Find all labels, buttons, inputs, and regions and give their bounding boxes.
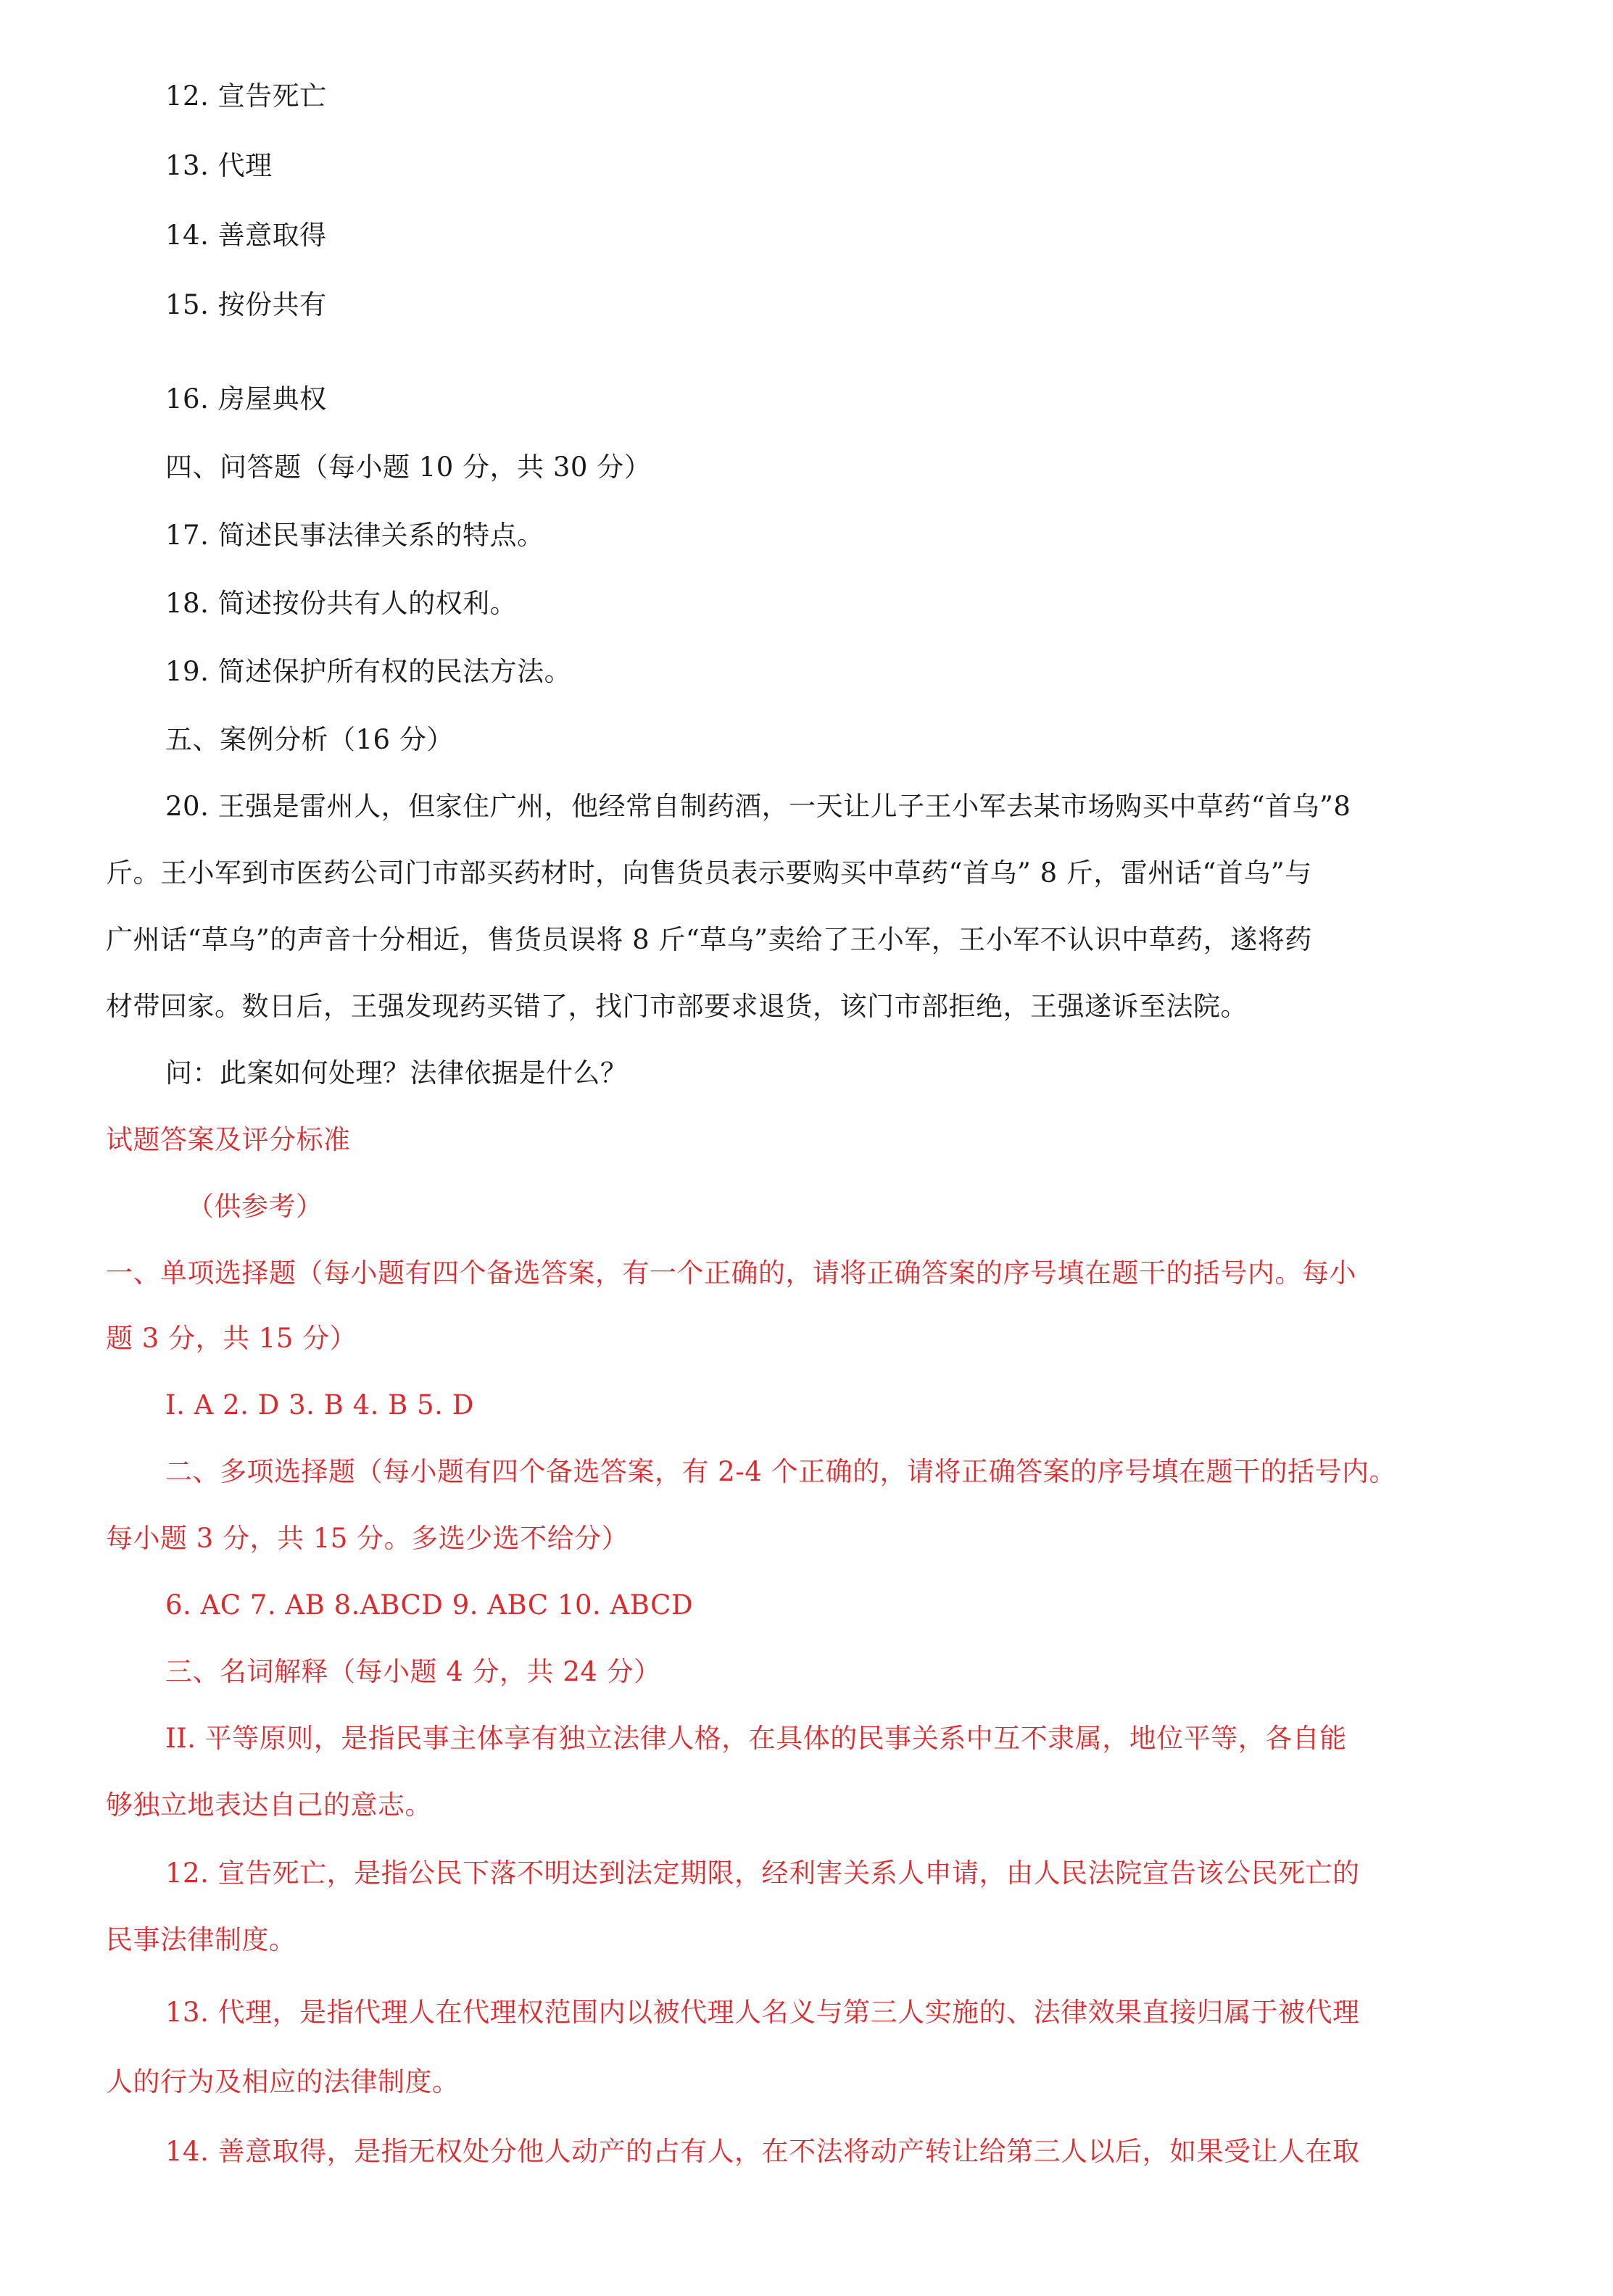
question-19: 19. 简述保护所有权的民法方法。 [165,656,572,687]
question-20-line-3: 广州话“草乌”的声音十分相近，售货员误将 8 斤“草乌”卖给了王小军，王小军不认识中草药，遂将药 [106,924,1312,955]
answers-subtitle: （供参考） [187,1191,323,1222]
answers-section-1-line-2: 题 3 分，共 15 分） [106,1323,357,1354]
answers-section-2-line-2: 每小题 3 分，共 15 分。多选少选不给分） [106,1523,629,1554]
answers-section-2-key: 6. AC 7. AB 8.ABCD 9. ABC 10. ABCD [165,1589,694,1621]
question-13: 13. 代理 [165,150,273,181]
answer-11-line-1: II. 平等原则，是指民事主体享有独立法律人格，在具体的民事关系中互不隶属，地位平等，各自能 [165,1723,1347,1754]
answer-12-line-1: 12. 宣告死亡，是指公民下落不明达到法定期限，经利害关系人申请，由人民法院宣告该公民死亡的 [165,1858,1360,1889]
section-5-title: 五、案例分析（16 分） [165,724,454,755]
answer-11-line-2: 够独立地表达自己的意志。 [106,1789,432,1821]
question-20-line-1: 20. 王强是雷州人，但家住广州，他经常自制药酒，一天让儿子王小军去某市场购买中草药“首乌”8 [165,791,1351,822]
question-12: 12. 宣告死亡 [165,80,327,112]
question-16: 16. 房屋典权 [165,383,327,415]
answers-section-3-title: 三、名词解释（每小题 4 分，共 24 分） [165,1656,661,1687]
question-20-prompt: 问：此案如何处理？法律依据是什么？ [165,1057,628,1089]
question-14: 14. 善意取得 [165,220,327,251]
answers-section-1-key: I. A 2. D 3. B 4. B 5. D [165,1389,474,1421]
question-15: 15. 按份共有 [165,289,327,320]
question-20-line-2: 斤。王小军到市医药公司门市部买药材时，向售货员表示要购买中草药“首乌” 8 斤，雷州话“首乌”与 [106,857,1312,889]
answers-section-2-line-1: 二、多项选择题（每小题有四个备选答案，有 2-4 个正确的，请将正确答案的序号填在题干的括号内。 [165,1456,1397,1487]
answers-title: 试题答案及评分标准 [106,1124,351,1155]
question-18: 18. 简述按份共有人的权利。 [165,588,518,619]
answers-section-1-line-1: 一、单项选择题（每小题有四个备选答案，有一个正确的，请将正确答案的序号填在题干的括号内。每小 [106,1257,1356,1289]
section-4-title: 四、问答题（每小题 10 分，共 30 分） [165,452,652,483]
answer-13-line-2: 人的行为及相应的法律制度。 [106,2066,460,2097]
question-17: 17. 简述民事法律关系的特点。 [165,520,544,551]
question-20-line-4: 材带回家。数日后，王强发现药买错了，找门市部要求退货，该门市部拒绝，王强遂诉至法院。 [106,991,1248,1022]
answer-12-line-2: 民事法律制度。 [106,1924,297,1955]
answer-14-line-1: 14. 善意取得，是指无权处分他人动产的占有人，在不法将动产转让给第三人以后，如果受让人在取 [165,2136,1360,2167]
answer-13-line-1: 13. 代理，是指代理人在代理权范围内以被代理人名义与第三人实施的、法律效果直接归属于被代理 [165,1997,1360,2028]
